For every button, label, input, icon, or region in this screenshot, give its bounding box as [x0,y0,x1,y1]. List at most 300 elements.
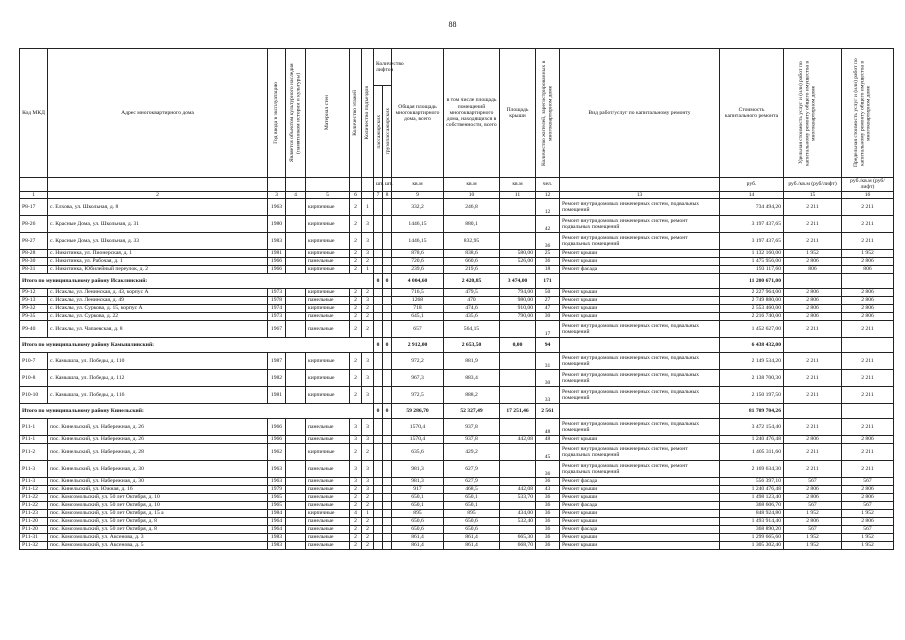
table-cell [286,232,306,249]
col-index: 3 [268,191,286,198]
table-cell: 2 806 [842,304,894,312]
table-cell: 368 890,20 [720,525,784,533]
table-cell: 1983 [268,232,286,249]
table-cell [374,369,383,386]
table-cell [374,296,383,304]
table-cell: 1 405 311,60 [720,443,784,460]
table-cell: 2 [362,312,374,320]
table-cell: 2 [362,443,374,460]
table-cell: с. Исаклы, ул. Суркова, д. 15, корпус А [48,304,268,312]
table-cell: 2 [350,320,362,337]
table-cell: 3 [362,418,374,435]
table-cell: Ремонт внутридомовых инженерных систем, ремонт подвальных помещений [560,443,720,460]
header-walls: Материал стен [324,95,331,131]
table-cell: панельные [306,460,350,477]
table-cell: панельные [306,296,350,304]
table-cell [374,352,383,369]
table-cell [374,386,383,403]
table-cell [383,369,392,386]
table-cell: 1 [362,198,374,215]
table-cell: 3 [362,485,374,493]
table-cell: пос. Кинельский, ул. Набережная, д. 26 [48,418,268,435]
header-lifts-cargo: грузопассажирских [385,108,391,155]
table-cell: 650,6 [392,525,444,533]
table-row [20,533,894,541]
table-cell: 2 [350,296,362,304]
table-cell [286,312,306,320]
table-cell: 30 [536,312,560,320]
table-cell: 937,8 [444,435,500,443]
table-cell: Р11-1 [20,435,48,443]
table-cell: 2 806 [784,288,842,296]
table-row [20,304,894,312]
table-cell: 2 [362,304,374,312]
table-cell: с. Никитинка, Юбилейный переулок, д. 2 [48,265,268,273]
table-cell: 1446,15 [392,215,444,232]
table-row [20,418,894,435]
table-cell: 1962 [268,443,286,460]
table-cell: 2 211 [842,386,894,403]
table-cell: 2 211 [842,443,894,460]
subtotal-cell: 0 [383,403,392,418]
table-cell: 50 [536,288,560,296]
table-cell: 3 [350,418,362,435]
table-cell: с. Елхова, ул. Школьная, д. 8 [48,198,268,215]
table-cell: 861,4 [444,541,500,549]
subtotal-cell: 3 474,00 [500,273,536,288]
table-cell: 2 806 [784,485,842,493]
table-cell: 468,5 [444,485,500,493]
table-row [20,493,894,501]
table-cell: Р9-35 [20,312,48,320]
table-cell: 2 [350,232,362,249]
table-cell: 838,6 [444,249,500,257]
table-cell: 567 [842,525,894,533]
table-cell: 533,70 [500,493,536,501]
table-cell: 3 472 154,40 [720,418,784,435]
subtotal-cell: 17 251,46 [500,403,536,418]
subtotal-cell: 0,00 [500,337,536,352]
table-cell [374,435,383,443]
table-cell: 2 211 [842,198,894,215]
table-cell: 1973 [268,312,286,320]
table-cell: кирпичные [306,352,350,369]
table-cell: 2 806 [784,312,842,320]
header-address: Адрес многоквартирного дома [48,49,268,178]
table-cell: Р10-8 [20,369,48,386]
table-cell [286,533,306,541]
table-cell: с. Исаклы, ул. Чапаевская, д. 8 [48,320,268,337]
table-cell: 806 [842,265,894,273]
table-cell [286,198,306,215]
col-index: 10 [444,191,500,198]
table-cell: 1965 [268,493,286,501]
table-cell: Р8-31 [20,265,48,273]
table-cell: Р11-20 [20,525,48,533]
table-cell: 1966 [268,435,286,443]
table-cell: пос. Комсомольский, ул. 50 лет Октября, д. 10 [48,501,268,509]
subtotal-row [20,273,894,288]
table-cell: 1981 [268,386,286,403]
table-cell: 2 [362,320,374,337]
table-cell: 981,3 [392,460,444,477]
table-row [20,215,894,232]
table-cell: 2 806 [784,304,842,312]
table-cell: 650,1 [392,501,444,509]
table-cell: 895 [392,509,444,517]
table-cell: 2 [362,517,374,525]
col-index: 15 [784,191,842,198]
table-cell: с. Красные Дома, ул. Школьная, д. 33 [48,232,268,249]
table-cell: 2 211 [842,369,894,386]
table-cell: 1 132 160,00 [720,249,784,257]
table-cell [374,198,383,215]
table-cell: 2 806 [842,493,894,501]
table-cell [286,352,306,369]
header-max-cost: Предельная стоимость услуг и (или) работ по капитальному ремонту общего имущества в многоквартирном доме [852,58,872,168]
table-cell [286,541,306,549]
table-cell [374,493,383,501]
table-cell: 1963 [268,198,286,215]
table-cell [286,265,306,273]
subtotal-cell [560,403,720,418]
table-cell: 895 [444,509,500,517]
table-cell: 368 606,70 [720,501,784,509]
table-cell: 1984 [268,509,286,517]
table-cell [500,265,536,273]
table-cell: кирпичные [306,265,350,273]
table-cell: Р11-12 [20,485,48,493]
table-cell: 2 169 634,30 [720,460,784,477]
table-cell: 878,6 [392,249,444,257]
table-row [20,265,894,273]
table-cell [286,517,306,525]
table-cell [374,501,383,509]
table-cell: 2 211 [784,443,842,460]
unit-cell: руб. [720,178,784,192]
table-cell: 1982 [268,369,286,386]
subtotal-row [20,337,894,352]
table-row [20,288,894,296]
table-cell: 2 211 [784,320,842,337]
col-index: 5 [306,191,350,198]
table-cell: 1963 [268,460,286,477]
table-cell: 1978 [268,296,286,304]
table-cell: Ремонт крыши [560,288,720,296]
table-cell: 567 [784,525,842,533]
table-cell: Ремонт внутридомовых инженерных систем, подвальных помещений [560,198,720,215]
table-cell [374,257,383,265]
table-row [20,198,894,215]
table-cell [383,509,392,517]
table-cell [500,477,536,485]
table-cell: панельные [306,418,350,435]
table-cell: пос. Комсомольский, ул. 50 лет Октября, д. 15 а [48,509,268,517]
table-cell: 429,2 [444,443,500,460]
table-cell: 1963 [268,477,286,485]
col-index: 13 [560,191,720,198]
table-cell: Ремонт крыши [560,249,720,257]
table-cell [383,418,392,435]
table-cell: 442,08 [500,435,536,443]
table-cell: 564,15 [444,320,500,337]
subtotal-cell: 81 709 704,26 [720,403,784,418]
table-cell: 48 [536,435,560,443]
table-cell: панельные [306,501,350,509]
table-cell [286,257,306,265]
table-cell: 1 240 476,48 [720,485,784,493]
subtotal-label: Итого по муниципальному району Исаклинский: [20,273,374,288]
table-cell: 832,95 [444,232,500,249]
table-cell [500,501,536,509]
table-cell: кирпичные [306,369,350,386]
table-cell [383,477,392,485]
table-cell: 2 211 [784,369,842,386]
table-cell [374,312,383,320]
table-cell: 2 [362,257,374,265]
table-cell: 2 806 [842,485,894,493]
table-cell [374,533,383,541]
table-cell: Р10-10 [20,386,48,403]
table-cell: 3 [362,232,374,249]
table-cell: 880,1 [444,215,500,232]
table-cell: 45 [536,443,560,460]
table-cell: панельные [306,493,350,501]
table-cell: Р8-28 [20,249,48,257]
table-cell: пос. Кинельский, ул. Набережная, д. 28 [48,443,268,460]
subtotal-cell: 0 [383,273,392,288]
table-cell: 1983 [268,533,286,541]
subtotal-cell: 2 653,50 [444,337,500,352]
table-cell: 660,6 [444,257,500,265]
table-cell: кирпичные [306,509,350,517]
table-cell [286,215,306,232]
table-cell: 567 [842,501,894,509]
table-cell [286,460,306,477]
table-cell: 2 [350,525,362,533]
table-cell: 1966 [268,265,286,273]
table-cell [374,320,383,337]
table-cell: 3 [350,477,362,485]
table-cell: Ремонт крыши [560,517,720,525]
table-cell [286,288,306,296]
table-cell: 848 924,80 [720,509,784,517]
table-cell [383,257,392,265]
table-row [20,232,894,249]
subtotal-cell [784,337,842,352]
table-cell: Р8-26 [20,215,48,232]
table-cell: 1 952 [842,249,894,257]
table-cell: 1965 [268,501,286,509]
table-cell: Р9-13 [20,296,48,304]
table-cell: 627,9 [444,477,500,485]
col-index: 6 [350,191,362,198]
table-cell [383,215,392,232]
table-cell [374,443,383,460]
table-cell: 2 211 [784,386,842,403]
table-cell: 1 299 665,60 [720,533,784,541]
table-cell: 2 211 [842,460,894,477]
table-cell: Р8-27 [20,232,48,249]
subtotal-cell: 0 [374,403,383,418]
table-cell: 4 [350,509,362,517]
table-cell: 734 494,20 [720,198,784,215]
table-cell: 33 [536,386,560,403]
table-cell: Р11-1 [20,418,48,435]
table-row [20,485,894,493]
table-cell: Ремонт фасада [560,501,720,509]
table-cell: Ремонт крыши [560,509,720,517]
table-cell: 567 [784,501,842,509]
table-row [20,320,894,337]
table-cell [286,485,306,493]
table-cell: 650,1 [444,501,500,509]
col-index: 2 [48,191,268,198]
header-residents: Количество жителей, зарегистрированных в многоквартирном доме [540,60,553,166]
table-body [20,198,894,549]
table-cell: кирпичные [306,443,350,460]
table-cell [383,304,392,312]
table-cell: 2 138 700,30 [720,369,784,386]
table-cell: 2 211 [842,215,894,232]
table-cell: 25 [536,249,560,257]
table-cell: Р8-17 [20,198,48,215]
table-cell: 1268 [392,296,444,304]
table-cell: пос. Комсомольский, ул. Аксенова, д. 5 [48,541,268,549]
table-cell: Р10-7 [20,352,48,369]
table-cell: пос. Комсомольский, ул. Аксенова, д. 3 [48,533,268,541]
table-cell [286,435,306,443]
table-cell: 790,00 [500,312,536,320]
table-cell: 2 211 [842,418,894,435]
table-cell [383,541,392,549]
table-cell [374,304,383,312]
table-cell [383,533,392,541]
table-cell: 2 211 [784,232,842,249]
table-cell: панельные [306,485,350,493]
table-row [20,249,894,257]
table-cell: 479,5 [444,288,500,296]
subtotal-cell [784,273,842,288]
table-cell: 526,00 [500,257,536,265]
header-lifts-passenger: пассажирских [376,114,382,149]
table-cell [383,460,392,477]
table-row [20,386,894,403]
table-cell: панельные [306,477,350,485]
header-unit-cost: Удельная стоимость услуг и (или) работ по капитальному ремонту общего имущества в многоквартирном доме [797,60,817,166]
table-cell: с. Исаклы, ул. Ленинская, д. 49 [48,296,268,304]
table-cell [286,249,306,257]
table-cell: Ремонт крыши [560,485,720,493]
table-cell: 1 952 [842,533,894,541]
table-cell: 2 [350,541,362,549]
table-cell: 1 305 302,40 [720,541,784,549]
table-cell: Р11-22 [20,501,48,509]
repair-table [19,48,894,550]
page-number: 88 [448,20,457,29]
table-cell: пос. Кинельский, ул. Набережная, д. 26 [48,435,268,443]
table-cell: 470 [444,296,500,304]
unit-cell: кв.м [500,178,536,192]
table-cell [500,215,536,232]
table-cell: 27 [536,296,560,304]
table-cell: 2 [362,493,374,501]
table-cell [383,312,392,320]
table-cell: 36 [536,541,560,549]
subtotal-cell: 52 327,49 [444,403,500,418]
table-cell: 635,6 [392,443,444,460]
table-cell [383,517,392,525]
table-cell: 1974 [268,304,286,312]
table-cell: Ремонт крыши [560,435,720,443]
table-row [20,443,894,460]
table-row [20,257,894,265]
table-cell: 2 [362,501,374,509]
table-cell: 937,8 [444,418,500,435]
table-cell: 1 952 [784,533,842,541]
table-cell [500,460,536,477]
table-cell [500,386,536,403]
table-cell [383,443,392,460]
table-cell: с. Камышла, ул. Победы, д. 112 [48,369,268,386]
col-index: 9 [392,191,444,198]
table-cell: 2 553 460,00 [720,304,784,312]
col-index: 11 [500,191,536,198]
table-cell: пос. Кинельский, ул. Южная, д. 16 [48,485,268,493]
table-cell: 2 749 880,00 [720,296,784,304]
table-cell: 2 211 [784,198,842,215]
table-cell: 2 [362,525,374,533]
table-cell: 2 211 [842,352,894,369]
subtotal-cell: 2 912,00 [392,337,444,352]
table-cell: 1 952 [784,509,842,517]
table-cell: 1980 [268,215,286,232]
table-cell: 794,00 [500,288,536,296]
table-cell: 650,1 [444,493,500,501]
table-cell: кирпичные [306,304,350,312]
table-row [20,541,894,549]
table-cell: 2 [350,257,362,265]
table-cell: 2 211 [784,215,842,232]
table-cell: 2 806 [842,435,894,443]
subtotal-cell: 6 438 432,00 [720,337,784,352]
table-cell: 2 150 197,50 [720,386,784,403]
header-roof-area: Площадь крыши [500,49,536,178]
table-cell: 1 952 [784,249,842,257]
table-cell: панельные [306,525,350,533]
header-entrances: Количество подъездов [364,86,371,140]
table-cell: 47 [536,304,560,312]
table-cell: 720,6 [392,257,444,265]
table-cell: 2 [362,288,374,296]
header-cost: Стоимость капитального ремонта [720,49,784,178]
table-cell [500,320,536,337]
table-cell: 36 [536,509,560,517]
table-cell: 2 [350,312,362,320]
table-cell: 1570,4 [392,435,444,443]
table-cell: кирпичные [306,288,350,296]
table-cell: Р11-3 [20,460,48,477]
table-cell: 36 [536,493,560,501]
table-cell [383,493,392,501]
table-row [20,296,894,304]
table-cell: 980,00 [500,296,536,304]
table-cell: кирпичные [306,198,350,215]
table-cell: Р9-32 [20,304,48,312]
unit-cell: шт. [383,178,392,192]
table-cell: 2 806 [784,517,842,525]
table-cell: Р11-22 [20,493,48,501]
